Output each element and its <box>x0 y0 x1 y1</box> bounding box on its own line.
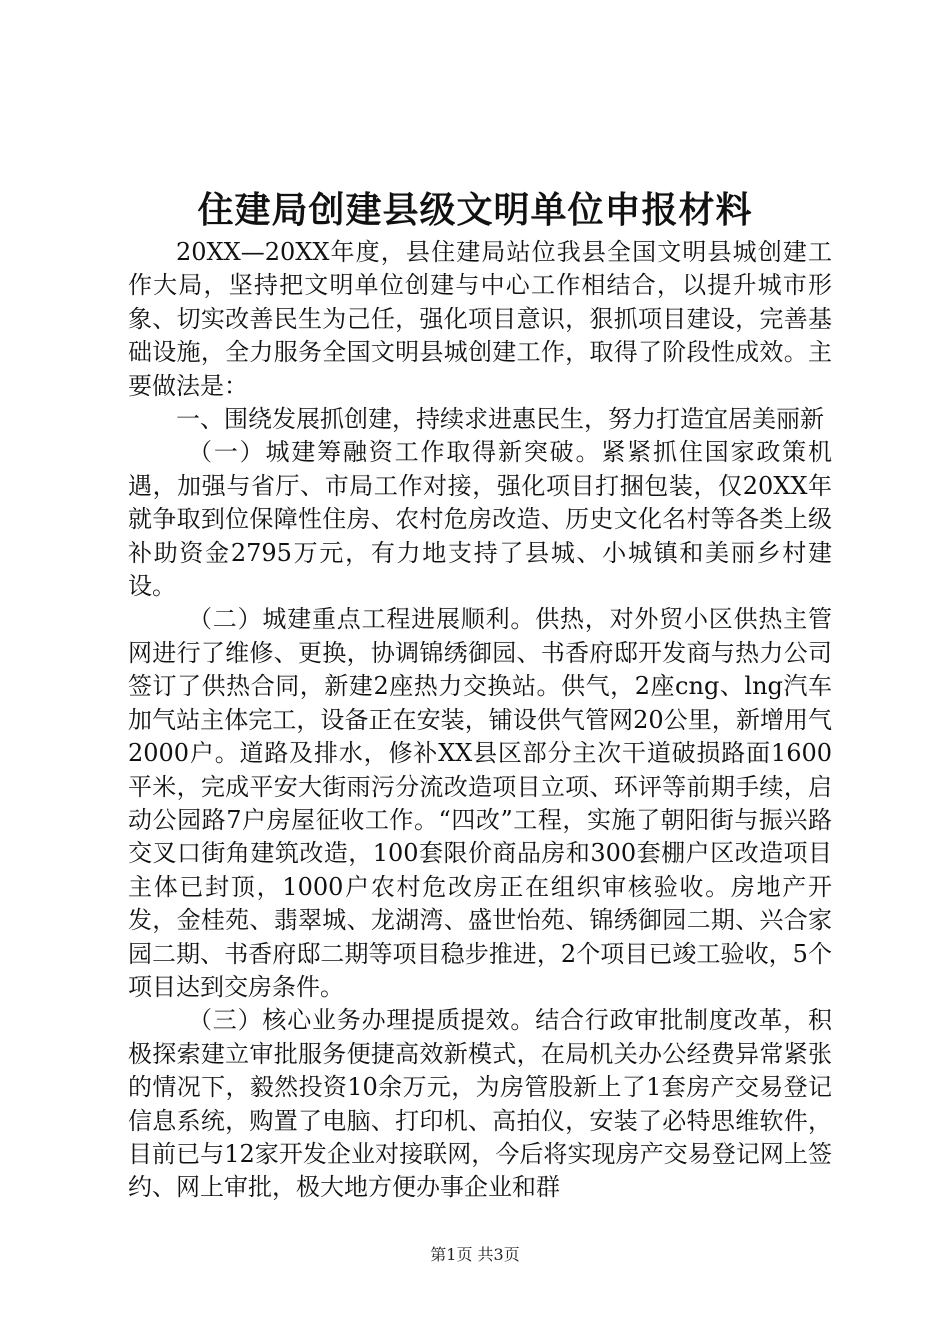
intro-paragraph: 20XX—20XX年度，县住建局站位我县全国文明县城创建工作大局，坚持把文明单位创建与中心工作相结合，以提升城市形象、切实改善民生为己任，强化项目意识，狠抓项目建设，完善基础设施，全力服务全国文明县城创建工作，取得了阶段性成效。主要做法是： <box>128 238 832 400</box>
document-title: 住建局创建县级文明单位申报材料 <box>197 189 753 231</box>
page-footer: 第1页 共3页 <box>430 1245 520 1264</box>
section-heading: 一、围绕发展抓创建，持续求进惠民生，努力打造宜居美丽新 <box>176 405 824 434</box>
document-body <box>128 236 832 1205</box>
subsection-paragraph-3: （三）核心业务办理提质提效。结合行政审批制度改革，积极探索建立审批服务便捷高效新模式，在局机关办公经费异常紧张的情况下，毅然投资10余万元，为房管股新上了1套房产交易登记信息系统，购置了电脑、打印机、高拍仪，安装了必特思维软件，目前已与12家开发企业对接联网，今后将实现房产交易登记网上签约、网上审批，极大地方便办事企业和群 <box>128 1006 832 1202</box>
subsection-paragraph-1: （一）城建筹融资工作取得新突破。紧紧抓住国家政策机遇，加强与省厅、市局工作对接，强化项目打捆包装，仅20XX年就争取到位保障性住房、农村危房改造、历史文化名村等各类上级补助资金2795万元，有力地支持了县城、小城镇和美丽乡村建设。 <box>128 438 832 601</box>
subsection-paragraph-2: （二）城建重点工程进展顺利。供热，对外贸小区供热主管网进行了维修、更换，协调锦绣御园、书香府邸开发商与热力公司签订了供热合同，新建2座热力交换站。供气，2座cng、lng汽车加气站主体完工，设备正在安装，铺设供气管网20公里，新增用气2000户。道路及排水，修补XX县区部分主次干道破损路面1600平米，完成平安大街雨污分流改造项目立项、环评等前期手续，启动公园路7户房屋征收工作。“四改”工程，实施了朝阳街与振兴路交叉口街角建筑改造，100套限价商品房和300套棚户区改造项目主体已封顶，1000户农村危改房正在组织审核验收。房地产开发，金桂苑、翡翠城、龙湖湾、盛世怡苑、锦绣御园二期、兴合家园二期、书香府邸二期等项目稳步推进，2个项目已竣工验收，5个项目达到交房条件。 <box>128 605 832 1001</box>
